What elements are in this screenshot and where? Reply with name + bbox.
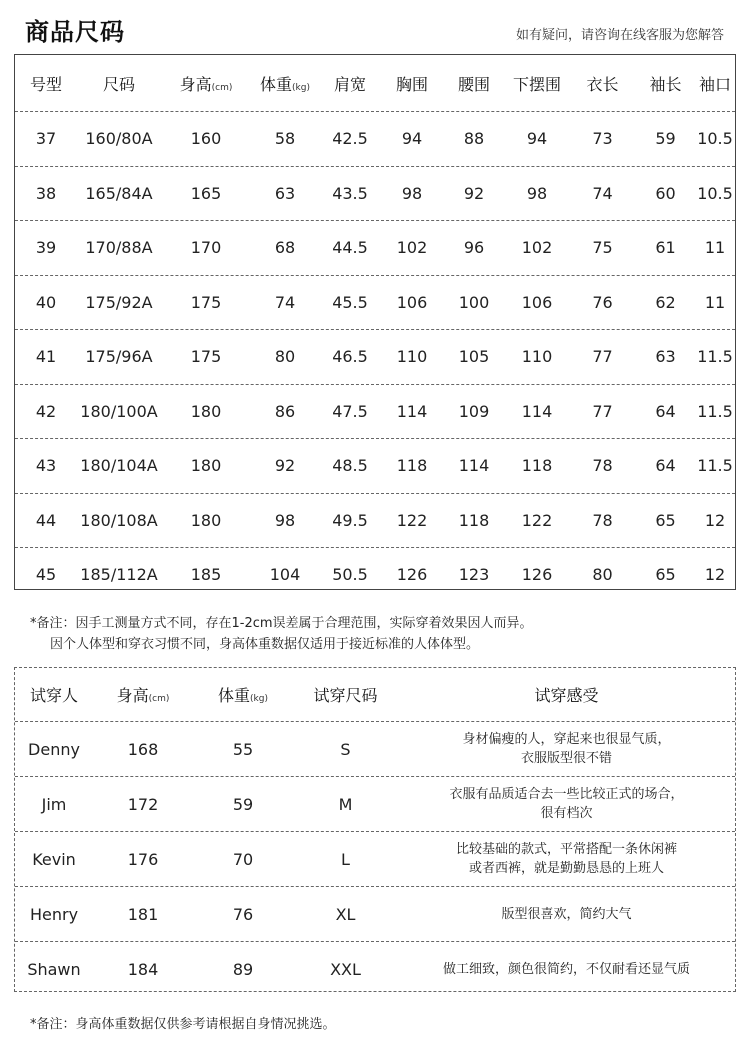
try-on-table	[14, 667, 736, 992]
size-table-body	[15, 111, 735, 602]
try-on-table-row	[15, 776, 735, 831]
try-on-size-cell: S	[340, 739, 351, 759]
size-table-cell: 74	[274, 292, 296, 312]
size-table-cell: 92	[463, 183, 485, 203]
size-table-cell: 77	[592, 347, 613, 367]
size-table-cell: 38	[35, 183, 57, 203]
size-table-cell: 94	[526, 129, 548, 149]
size-table-cell: 37	[35, 129, 57, 149]
try-on-height-cell: 176	[127, 849, 159, 869]
try-on-name-cell: Henry	[29, 904, 79, 924]
try-on-height-cell: 184	[127, 959, 159, 979]
size-table-cell: 45	[35, 565, 57, 585]
size-table-cell: 59	[655, 129, 676, 149]
size-table-cell: 42	[35, 401, 57, 421]
size-header-unit: (kg)	[292, 82, 310, 93]
try-on-header-label: 试穿感受	[534, 686, 599, 705]
size-table-cell: 75	[592, 238, 613, 258]
size-table-cell: 170	[190, 238, 222, 258]
size-table-cell: 77	[592, 401, 613, 421]
size-table-cell: 98	[274, 510, 296, 530]
size-header-cell	[569, 72, 636, 95]
size-table-cell: 80	[592, 565, 613, 585]
size-table-row	[15, 166, 735, 221]
size-table-cell: 185/112A	[80, 565, 158, 585]
try-on-header-cell	[293, 683, 398, 706]
size-table-cell: 42.5	[332, 129, 368, 149]
size-header-cell	[381, 72, 443, 95]
size-table-cell: 170/88A	[85, 238, 153, 258]
size-table-cell: 48.5	[332, 456, 368, 476]
try-on-height-cell: 168	[127, 739, 159, 759]
size-header-cell	[443, 72, 505, 95]
size-table-cell: 94	[401, 129, 423, 149]
page-title: 商品尺码	[25, 18, 125, 46]
try-on-name-cell: Jim	[41, 794, 67, 814]
size-table-cell: 60	[655, 183, 676, 203]
size-table-cell: 65	[655, 565, 676, 585]
size-table-cell: 110	[396, 347, 428, 367]
size-table-cell: 126	[396, 565, 428, 585]
size-table-cell: 165/84A	[85, 183, 153, 203]
size-table-cell: 41	[35, 347, 57, 367]
try-on-table-body	[15, 721, 735, 996]
size-table-cell: 11	[704, 238, 726, 258]
size-header-label: 袖长	[649, 74, 682, 94]
size-table-cell: 114	[458, 456, 490, 476]
size-chart-table	[14, 54, 736, 590]
size-table-cell: 92	[274, 456, 296, 476]
customer-service-hint: 如有疑问，请咨询在线客服为您解答	[515, 28, 724, 43]
try-on-header-cell	[15, 683, 93, 706]
size-header-cell	[251, 72, 319, 95]
try-on-name-cell: Kevin	[32, 849, 76, 869]
try-on-feedback-cell: 衣服有品质适合去一些比较正式的场合， 很有档次	[449, 787, 684, 821]
size-table-cell: 80	[274, 347, 296, 367]
size-table-header	[15, 55, 735, 111]
size-header-cell	[161, 72, 251, 95]
size-table-cell: 122	[521, 510, 553, 530]
try-on-table-header	[15, 668, 735, 721]
try-on-header-cell	[93, 683, 193, 706]
size-table-cell: 76	[592, 292, 613, 312]
try-on-header-label: 体重	[218, 686, 251, 705]
size-table-cell: 123	[458, 565, 490, 585]
size-table-cell: 86	[274, 401, 296, 421]
size-header-label: 体重	[260, 74, 293, 94]
reference-note: *备注：身高体重数据仅供参考请根据自身情况挑选。	[30, 1017, 336, 1032]
try-on-size-cell: L	[341, 849, 350, 869]
size-table-cell: 175/92A	[85, 292, 153, 312]
size-table-cell: 180	[190, 510, 222, 530]
size-table-cell: 44	[35, 510, 57, 530]
size-table-cell: 73	[592, 129, 613, 149]
size-table-cell: 114	[521, 401, 553, 421]
size-table-cell: 100	[458, 292, 490, 312]
size-table-cell: 180/108A	[80, 510, 158, 530]
size-header-unit: (cm)	[211, 82, 233, 93]
try-on-header-unit: (cm)	[148, 694, 170, 704]
size-header-label: 尺码	[102, 74, 135, 94]
size-table-cell: 109	[458, 401, 490, 421]
measurement-note	[30, 613, 533, 655]
try-on-weight-cell: 59	[232, 794, 254, 814]
size-table-cell: 50.5	[332, 565, 368, 585]
size-table-cell: 165	[190, 183, 222, 203]
size-table-cell: 12	[704, 565, 726, 585]
try-on-size-cell: XL	[335, 904, 356, 924]
size-table-cell: 122	[396, 510, 428, 530]
size-header-cell	[505, 72, 569, 95]
size-table-cell: 106	[521, 292, 553, 312]
size-table-cell: 102	[521, 238, 553, 258]
try-on-table-row	[15, 886, 735, 941]
size-table-row	[15, 220, 735, 275]
size-table-cell: 65	[655, 510, 676, 530]
try-on-table-row	[15, 941, 735, 996]
try-on-feedback-cell: 版型很喜欢，简约大气	[501, 906, 632, 922]
size-header-cell	[15, 72, 77, 95]
size-table-cell: 11.5	[697, 347, 733, 367]
size-table-cell: 45.5	[332, 292, 368, 312]
size-table-cell: 180/104A	[80, 456, 158, 476]
size-table-cell: 180	[190, 401, 222, 421]
size-table-cell: 185	[190, 565, 222, 585]
size-table-cell: 47.5	[332, 401, 368, 421]
size-table-cell: 78	[592, 510, 613, 530]
size-table-cell: 78	[592, 456, 613, 476]
size-table-row	[15, 275, 735, 330]
size-table-cell: 118	[396, 456, 428, 476]
measurement-note-line2: 因个人体型和穿衣习惯不同，身高体重数据仅适用于接近标准的人体体型。	[50, 637, 480, 652]
size-table-row	[15, 384, 735, 439]
size-header-label: 衣长	[586, 74, 619, 94]
size-table-cell: 180	[190, 456, 222, 476]
size-table-cell: 40	[35, 292, 57, 312]
try-on-header-label: 试穿人	[29, 686, 78, 705]
size-table-cell: 64	[655, 456, 676, 476]
size-table-cell: 11.5	[697, 401, 733, 421]
try-on-weight-cell: 89	[232, 959, 254, 979]
size-header-cell	[77, 72, 161, 95]
size-table-cell: 39	[35, 238, 57, 258]
size-table-cell: 175/96A	[85, 347, 153, 367]
size-table-cell: 74	[592, 183, 613, 203]
size-table-cell: 106	[396, 292, 428, 312]
try-on-weight-cell: 70	[232, 849, 254, 869]
size-table-cell: 105	[458, 347, 490, 367]
size-table-cell: 180/100A	[80, 401, 158, 421]
try-on-weight-cell: 55	[232, 739, 254, 759]
size-header-label: 身高	[179, 74, 212, 94]
size-table-cell: 61	[655, 238, 676, 258]
size-table-cell: 175	[190, 292, 222, 312]
size-table-cell: 126	[521, 565, 553, 585]
size-table-cell: 46.5	[332, 347, 368, 367]
try-on-header-cell	[398, 683, 735, 706]
size-header-label: 下摆围	[512, 74, 561, 94]
try-on-feedback-cell: 比较基础的款式，平常搭配一条休闲裤 或者西裤，就是勤勤恳恳的上班人	[455, 842, 677, 876]
try-on-weight-cell: 76	[232, 904, 254, 924]
size-table-cell: 110	[521, 347, 553, 367]
size-header-label: 号型	[29, 74, 62, 94]
size-table-cell: 49.5	[332, 510, 368, 530]
size-table-cell: 62	[655, 292, 676, 312]
size-header-label: 袖口	[698, 74, 731, 94]
size-table-cell: 88	[463, 129, 485, 149]
size-table-cell: 114	[396, 401, 428, 421]
try-on-name-cell: Shawn	[27, 959, 81, 979]
size-table-cell: 160	[190, 129, 222, 149]
size-table-cell: 44.5	[332, 238, 368, 258]
size-table-cell: 102	[396, 238, 428, 258]
size-table-cell: 43.5	[332, 183, 368, 203]
size-table-cell: 11	[704, 292, 726, 312]
try-on-table-row	[15, 831, 735, 886]
measurement-note-line1: *备注：因手工测量方式不同，存在1-2cm误差属于合理范围，实际穿着效果因人而异。	[30, 616, 533, 631]
try-on-size-cell: M	[338, 794, 353, 814]
try-on-header-label: 身高	[116, 686, 149, 705]
size-table-cell: 63	[655, 347, 676, 367]
size-header-label: 胸围	[395, 74, 428, 94]
size-header-label: 腰围	[457, 74, 490, 94]
try-on-feedback-cell: 身材偏瘦的人，穿起来也很显气质， 衣服版型很不错	[462, 732, 671, 766]
size-header-cell	[636, 72, 695, 95]
size-table-cell: 43	[35, 456, 57, 476]
size-table-cell: 11.5	[697, 456, 733, 476]
try-on-size-cell: XXL	[330, 959, 361, 979]
size-table-cell: 118	[458, 510, 490, 530]
size-table-cell: 104	[269, 565, 301, 585]
try-on-height-cell: 181	[127, 904, 159, 924]
try-on-header-cell	[193, 683, 293, 706]
size-table-cell: 96	[463, 238, 485, 258]
size-table-cell: 58	[274, 129, 296, 149]
size-table-cell: 98	[401, 183, 423, 203]
try-on-header-unit: (kg)	[250, 694, 268, 704]
try-on-table-row	[15, 721, 735, 776]
try-on-header-label: 试穿尺码	[313, 686, 378, 705]
size-header-label: 肩宽	[333, 74, 366, 94]
size-table-cell: 64	[655, 401, 676, 421]
size-header-cell	[319, 72, 381, 95]
size-table-cell: 63	[274, 183, 296, 203]
size-table-row	[15, 547, 735, 602]
size-table-cell: 10.5	[697, 129, 733, 149]
size-table-cell: 10.5	[697, 183, 733, 203]
try-on-name-cell: Denny	[28, 739, 80, 759]
try-on-height-cell: 172	[127, 794, 159, 814]
size-table-cell: 175	[190, 347, 222, 367]
size-header-cell	[695, 72, 735, 95]
size-table-row	[15, 111, 735, 166]
size-table-row	[15, 493, 735, 548]
size-table-row	[15, 438, 735, 493]
try-on-feedback-cell: 做工细致，颜色很简约，不仅耐看还显气质	[442, 961, 690, 977]
size-table-cell: 68	[274, 238, 296, 258]
size-table-cell: 12	[704, 510, 726, 530]
size-table-cell: 160/80A	[85, 129, 153, 149]
size-table-cell: 118	[521, 456, 553, 476]
size-table-cell: 98	[526, 183, 548, 203]
size-table-row	[15, 329, 735, 384]
